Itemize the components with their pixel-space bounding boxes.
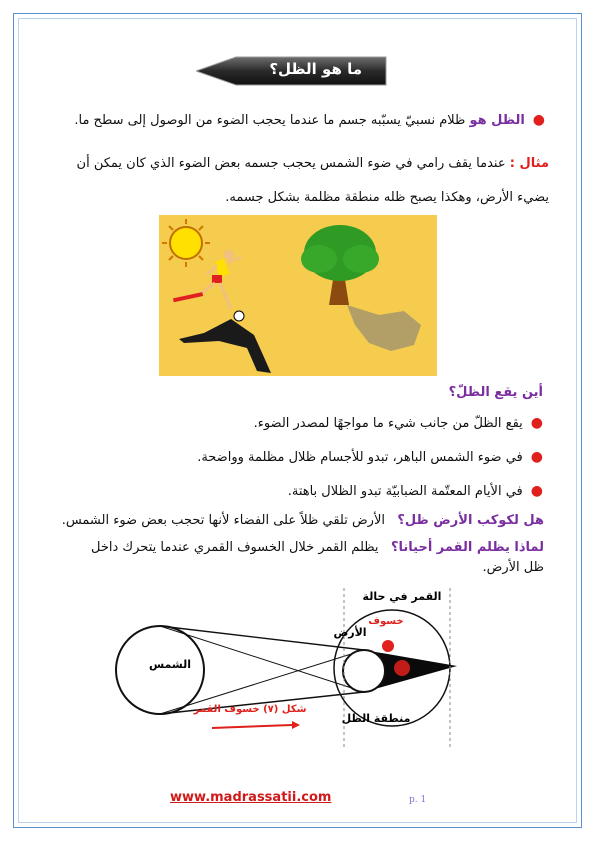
shadow-label: منطقة الظل (341, 712, 411, 725)
moon-label-1: القمر في حالة (362, 590, 442, 603)
moon-circle (382, 640, 394, 652)
example-line-1 (77, 156, 549, 171)
example-text-1: عندما يقف رامي في ضوء الشمس يحجب جسمه بعض الضوء الذي كان يمكن أن (76, 156, 506, 171)
list-item-text: يقع الظلّ من جانب شيء ما مواجهًا لمصدر الضوء. (253, 416, 523, 431)
bullet-icon: ● (530, 449, 543, 465)
page-title: ما هو الظل؟ (269, 60, 362, 78)
list-item-text: في ضوء الشمس الباهر، تبدو للأجسام ظلال مظلمة وواضحة. (197, 450, 523, 465)
earth-label: الأرض (333, 626, 367, 639)
qa-line-2-cont (483, 560, 544, 575)
qa-answer-2: يظلم القمر خلال الخسوف القمري عندما يتحرك داخل (91, 540, 379, 555)
list-item (197, 449, 543, 465)
sun-icon (162, 219, 210, 267)
footer-website-link[interactable]: www.madrassatii.com (170, 790, 332, 805)
qa-answer-1: الأرض تلقي ظلاً على الفضاء لأنها تحجب بعض ضوء الشمس. (61, 513, 385, 528)
definition-term: الظل هو (469, 113, 525, 128)
shadow-illustration (159, 215, 437, 376)
definition-text: ظلام نسبيّ يسبّبه جسم ما عندما يحجب الضوء من الوصول إلى سطح ما. (74, 113, 466, 128)
where-heading (449, 385, 543, 400)
qa-line-1 (62, 513, 544, 528)
list-item (288, 483, 543, 499)
list-item (254, 415, 543, 431)
definition-line (74, 112, 545, 128)
bullet-icon: ● (532, 112, 545, 128)
sun-label: الشمس (148, 658, 192, 671)
moon-label-2: خسوف (368, 616, 404, 627)
example-text-2: يضيء الأرض، وهكذا يصبح ظله منطقة مظلمة بشكل جسمه. (225, 190, 549, 205)
qa-line-2 (91, 540, 544, 555)
title-banner (196, 56, 388, 86)
qa-question-1: هل لكوكب الأرض ظل؟ (397, 513, 544, 528)
qa-question-2: لماذا يظلم القمر أحيانا؟ (390, 540, 544, 555)
example-line-2 (225, 190, 549, 205)
diagram-caption: شكل (٧) خسوف القمر (193, 704, 307, 715)
where-heading-text: أين يقع الظلّ؟ (448, 385, 543, 400)
bullet-icon: ● (530, 415, 543, 431)
bullet-icon: ● (530, 483, 543, 499)
page-number: p. 1 (409, 795, 427, 805)
eclipse-diagram (102, 588, 506, 750)
qa-answer-2-cont: ظل الأرض. (482, 560, 544, 575)
list-item-text: في الأيام المعتّمة الضبابيّة تبدو الظلال باهتة. (287, 484, 523, 499)
earth-circle (343, 650, 385, 692)
example-label: مثال : (509, 156, 549, 171)
